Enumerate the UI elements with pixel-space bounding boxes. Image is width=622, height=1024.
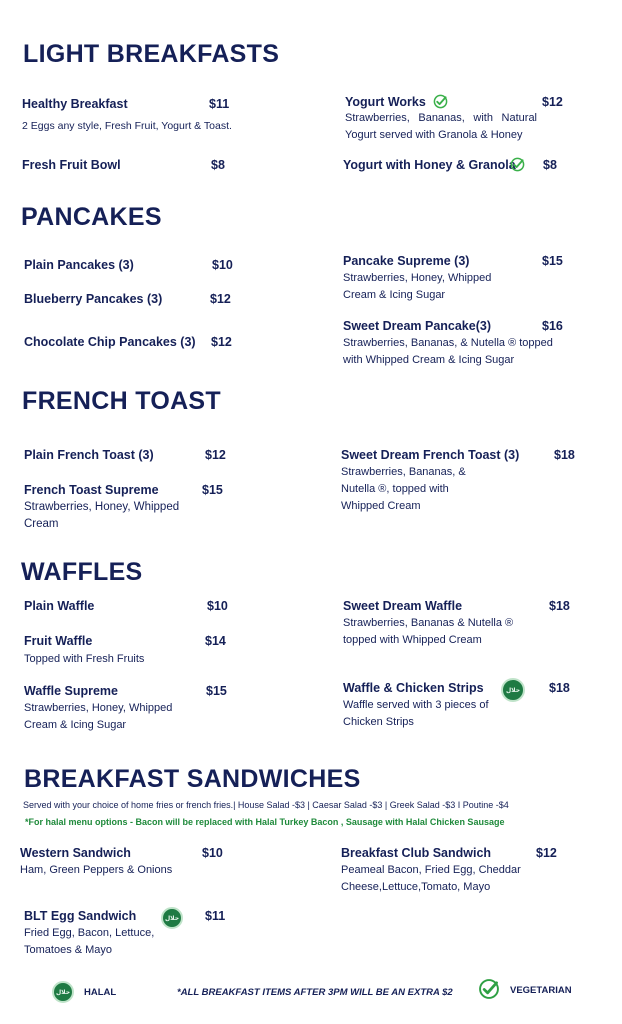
item-price-sweet-dream-pancake: $16 <box>542 319 563 333</box>
item-price-yogurt-works: $12 <box>542 95 563 109</box>
item-desc-sweet-dream-french-toast: Strawberries, Bananas, & Nutella ®, topped with Whipped Cream <box>341 466 466 512</box>
item-desc-pancake-supreme: Strawberries, Honey, Whipped Cream & Icing Sugar <box>343 272 492 301</box>
item-name-french-toast-supreme: French Toast Supreme <box>24 483 159 497</box>
item-price-chocolate-chip-pancakes: $12 <box>211 335 232 349</box>
item-price-plain-pancakes: $10 <box>212 258 233 272</box>
item-name-healthy-breakfast: Healthy Breakfast <box>22 97 128 111</box>
check-circle-icon <box>510 157 525 172</box>
section-title-pancakes: PANCAKES <box>21 203 162 231</box>
item-price-sweet-dream-french-toast: $18 <box>554 448 575 462</box>
item-price-plain-waffle: $10 <box>207 599 228 613</box>
halal-badge-icon: حلال <box>161 907 183 929</box>
footer-note: *ALL BREAKFAST ITEMS AFTER 3PM WILL BE AN EXTRA $2 <box>177 987 453 998</box>
item-desc-waffle-supreme: Strawberries, Honey, Whipped Cream & Icing Sugar <box>24 702 173 731</box>
item-desc-fruit-waffle: Topped with Fresh Fruits <box>24 653 145 665</box>
item-desc-breakfast-club-sandwich: Peameal Bacon, Fried Egg, Cheddar Cheese,Lettuce,Tomato, Mayo <box>341 864 521 893</box>
item-name-fruit-waffle: Fruit Waffle <box>24 634 93 648</box>
item-name-yogurt-works: Yogurt Works <box>345 95 426 109</box>
item-desc-sweet-dream-pancake: Strawberries, Bananas, & Nutella ® topped with Whipped Cream & Icing Sugar <box>343 337 553 366</box>
item-price-yogurt-honey-granola: $8 <box>543 158 557 172</box>
section-title-light-breakfasts: LIGHT BREAKFASTS <box>23 40 280 68</box>
item-name-waffle-chicken-strips: Waffle & Chicken Strips <box>343 681 484 695</box>
item-desc-yogurt-works: Strawberries, Bananas, with Natural Yogurt served with Granola & Honey <box>345 112 537 141</box>
item-name-breakfast-club-sandwich: Breakfast Club Sandwich <box>341 846 492 860</box>
item-price-french-toast-supreme: $15 <box>202 483 223 497</box>
item-name-sweet-dream-french-toast: Sweet Dream French Toast (3) <box>341 448 520 462</box>
vegetarian-legend-label: VEGETARIAN <box>510 985 572 996</box>
item-name-pancake-supreme: Pancake Supreme (3) <box>343 254 470 268</box>
check-circle-icon <box>433 94 448 109</box>
item-name-sweet-dream-pancake: Sweet Dream Pancake(3) <box>343 319 491 333</box>
halal-note: *For halal menu options - Bacon will be replaced with Halal Turkey Bacon , Sausage with Halal Chicken Sausage <box>25 817 505 827</box>
item-desc-sweet-dream-waffle: Strawberries, Bananas & Nutella ® topped with Whipped Cream <box>343 617 514 646</box>
halal-legend-label: HALAL <box>84 987 117 998</box>
item-name-fresh-fruit-bowl: Fresh Fruit Bowl <box>22 158 121 172</box>
item-name-plain-pancakes: Plain Pancakes (3) <box>24 258 134 272</box>
item-desc-blt-egg-sandwich: Fried Egg, Bacon, Lettuce, Tomatoes & Mayo <box>24 927 155 956</box>
check-circle-icon <box>478 978 500 1000</box>
item-price-fruit-waffle: $14 <box>205 634 226 648</box>
item-name-plain-waffle: Plain Waffle <box>24 599 95 613</box>
section-title-breakfast-sandwiches: BREAKFAST SANDWICHES <box>24 765 361 793</box>
item-name-sweet-dream-waffle: Sweet Dream Waffle <box>343 599 463 613</box>
item-price-waffle-chicken-strips: $18 <box>549 681 570 695</box>
item-name-blueberry-pancakes: Blueberry Pancakes (3) <box>24 292 163 306</box>
halal-badge-icon: حلال <box>52 981 74 1003</box>
item-name-plain-french-toast: Plain French Toast (3) <box>24 448 154 462</box>
section-title-waffles: WAFFLES <box>21 558 143 586</box>
item-price-sweet-dream-waffle: $18 <box>549 599 570 613</box>
item-name-western-sandwich: Western Sandwich <box>20 846 131 860</box>
item-name-blt-egg-sandwich: BLT Egg Sandwich <box>24 909 137 923</box>
item-desc-french-toast-supreme: Strawberries, Honey, Whipped Cream <box>24 501 180 530</box>
item-price-blt-egg-sandwich: $11 <box>205 909 226 923</box>
item-price-healthy-breakfast: $11 <box>209 97 230 111</box>
item-price-plain-french-toast: $12 <box>205 448 226 462</box>
sides-note: Served with your choice of home fries or french fries.| House Salad -$3 | Caesar Salad -$3 | Greek Salad -$3 I Poutine -$4 <box>23 800 509 810</box>
item-price-blueberry-pancakes: $12 <box>210 292 231 306</box>
item-price-pancake-supreme: $15 <box>542 254 563 268</box>
item-name-waffle-supreme: Waffle Supreme <box>24 684 119 698</box>
item-price-western-sandwich: $10 <box>202 846 223 860</box>
item-name-chocolate-chip-pancakes: Chocolate Chip Pancakes (3) <box>24 335 196 349</box>
halal-badge-icon: حلال <box>501 678 525 702</box>
item-name-yogurt-honey-granola: Yogurt with Honey & Granola <box>343 158 516 172</box>
item-desc-waffle-chicken-strips: Waffle served with 3 pieces of Chicken Strips <box>343 699 489 728</box>
item-desc-western-sandwich: Ham, Green Peppers & Onions <box>20 864 173 876</box>
item-price-waffle-supreme: $15 <box>206 684 227 698</box>
item-desc-healthy-breakfast: 2 Eggs any style, Fresh Fruit, Yogurt & Toast. <box>22 120 232 132</box>
item-price-breakfast-club-sandwich: $12 <box>536 846 557 860</box>
section-title-french-toast: FRENCH TOAST <box>22 387 221 415</box>
item-price-fresh-fruit-bowl: $8 <box>211 158 225 172</box>
